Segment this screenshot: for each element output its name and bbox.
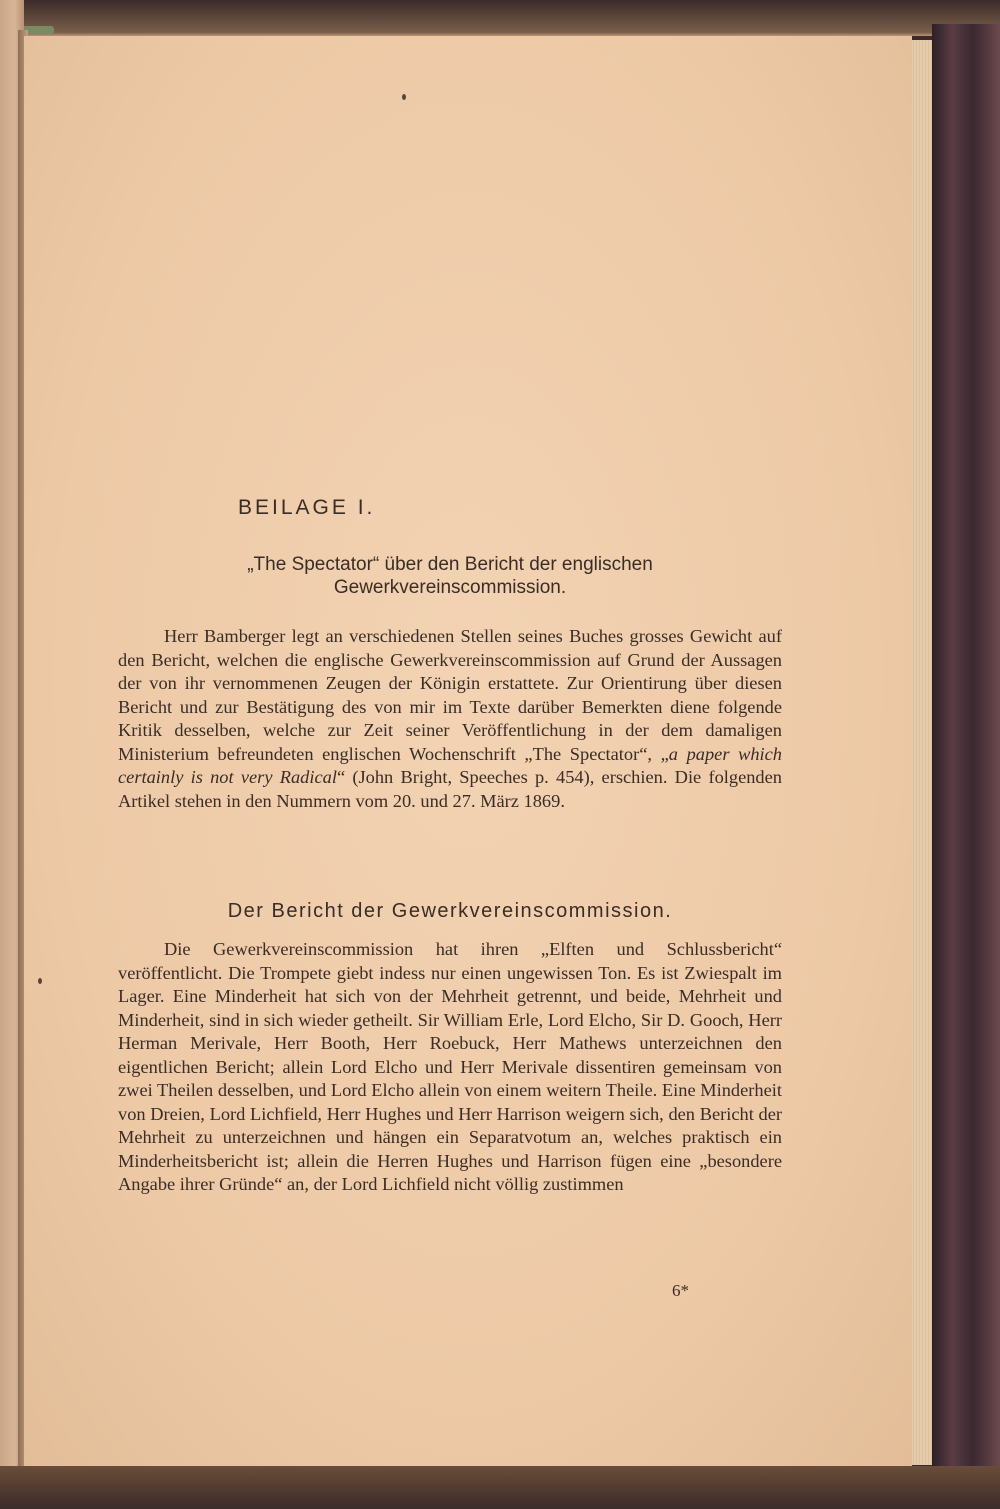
book-bottom-shadow [0, 1466, 1000, 1509]
subtitle-line-2: Gewerkvereinscommission. [333, 577, 567, 598]
article-subtitle [130, 553, 770, 599]
page-signature: 6* [672, 1281, 689, 1300]
book-top-shadow [0, 0, 1000, 36]
paper-speck [402, 94, 406, 100]
intro-text-end: “ (John Bright, Speeches p. 454), erschien. Die folgenden Artikel stehen in den Nummern vom 20. und 27. März 1869. [118, 767, 782, 811]
body-paragraph: Die Gewerkvereinscommission hat ihren „Elften und Schlussbericht“ veröffentlicht. Die Trompete giebt indess nur einen ungewissen Ton. Es ist Zwiespalt im Lager. Eine Minderheit hat sich von der Mehrheit getrennt, und beide, Mehrheit und Minderheit, sind in sich wieder getheilt. Sir William Erle, Lord Elcho, Sir D. Gooch, Herr Herman Merivale, Herr Booth, Herr Roebuck, Herr Mathews unterzeichnen den eigentlichen Bericht; allein Lord Elcho und Herr Merivale dissentiren gemeinsam von zwei Theilen desselben, und Lord Elcho allein von einem weitern Theile. Eine Minderheit von Dreien, Lord Lichfield, Herr Hughes und Herr Harrison weigern sich, den Bericht der Mehrheit zu unterzeichnen und hängen ein Separatvotum an, welches praktisch ein Minderheitsbericht ist; allein die Herren Hughes und Harrison fügen eine „besondere Angabe ihrer Gründe“ an, der Lord Lichfield nicht völlig zustimmen [118, 939, 782, 1194]
marbled-cover-edge [932, 24, 1000, 1484]
section-title: Der Bericht der Gewerkvereinscommission. [227, 900, 673, 922]
intro-italic-quote: a paper which certainly is not very Radical [118, 743, 783, 787]
intro-paragraph [118, 625, 782, 813]
paper-speck [38, 978, 42, 984]
page-stack-edges [912, 40, 932, 1465]
subtitle-line-1: „The Spectator“ über den Bericht der englischen [247, 554, 653, 575]
beilage-heading: BEILAGE I. [238, 496, 376, 519]
intro-text: Herr Bamberger legt an verschiedenen Stellen seines Buches grosses Gewicht auf den Bericht, welchen die englische Gewerkvereinscommission auf Grund der Aussagen der von ihr vernommenen Zeugen der Königin erstattete. Zur Orientirung über diesen Bericht und zur Bestätigung des von mir im Texte darüber Bemerkten diene folgende Kritik desselben, welche zur Zeit seiner Veröffentlichung in der dem damaligen Ministerium befreundeten englischen Wochenschrift „The Spectator“, „ [118, 626, 782, 764]
